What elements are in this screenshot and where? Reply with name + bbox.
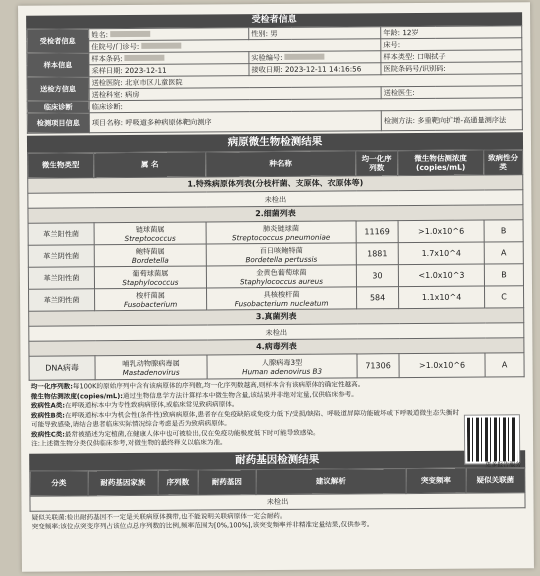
redacted-name — [110, 31, 150, 37]
sender-unit-field: 送检医院: 北京市区儿童医院 — [89, 74, 522, 89]
table-row: 革兰阳性菌 葡萄球菌属 Staphylococcus 金黄色葡萄球菌 Staphylococcus aureus 30 <1.0x10^3 B — [28, 264, 523, 289]
note-4: 致病性B类:在呼吸道标本中为机会性(条件性)致病病原体,患者存在免疫缺陷或免疫力低下/受损/缺陷、呼吸道屏障功能破坏或下呼吸道微生态失衡时可能导致感染,请结合患者临床实际情况综合考虑是否为致病病原体。 — [30, 408, 460, 429]
section-special-empty: 未检出 — [28, 190, 523, 208]
bed-field: 床号: — [381, 38, 522, 51]
hospital-id-field: 医院条码号/识别码: — [381, 62, 522, 75]
redacted-admission — [142, 43, 182, 49]
patient-info-table — [26, 25, 523, 133]
section-fungi-empty: 未检出 — [29, 323, 524, 341]
col-species: 种名称 — [206, 151, 356, 177]
qr-label: 更多报告服务 — [485, 461, 522, 469]
resistance-empty: 未检出 — [30, 493, 525, 511]
clinical-diag-field: 临床诊断: — [89, 98, 522, 113]
note-2: 微生物估测浓度(copies/mL):通过生物信息学方法计算样本中微生物含量,该结果并非绝对定量,仅供临床参考。 — [30, 389, 358, 401]
col-class: 致病性分类 — [484, 150, 523, 175]
patient-label: 受检者信息 — [27, 29, 89, 53]
report-page — [18, 2, 534, 572]
admission-field: 住院号/门诊号: — [89, 39, 381, 53]
sender-label: 送检方信息 — [27, 77, 89, 101]
table-row: 革兰阳性菌 链球菌属 Streptococcus 肺炎链球菌 Streptococcus pneumoniae 11169 >1.0x10^6 B — [28, 220, 523, 245]
name-field: 姓名: — [89, 28, 249, 41]
col-genus: 属 名 — [94, 152, 206, 178]
redacted-sample-no — [125, 55, 165, 61]
project-name-field: 项目名称: 呼吸道多种病原体靶向测序 — [89, 111, 381, 133]
resistance-header-row: 分类 耐药基因家族 序列数 耐药基因 建议解析 突变频率 疑似关联菌 — [30, 468, 525, 496]
footer-note-2: 突变频率:该位点突变序列占该位点总序列数的比例,频率范围为[0%,100%],该突变频率并非精准定量结果,仅供参考。 — [31, 520, 374, 532]
project-method-field: 检测方法: 多重靶向扩增-高通量测序法 — [381, 110, 522, 131]
collect-time-field: 采样日期: 2023-12-11 — [89, 64, 249, 77]
section-bacteria-title: 2.细菌列表 — [28, 205, 523, 223]
lab-no-field: 实验编号: — [249, 51, 381, 64]
resistance-table — [29, 467, 525, 511]
table-row: DNA病毒 哺乳动物腺病毒属 Mastadenovirus 人腺病毒3型 Human adenovirus B3 71306 >1.0x10^6 A — [29, 353, 524, 380]
table-row: 革兰阴性菌 梭杆菌属 Fusobacterium 具核梭杆菌 Fusobacterium nucleatum 584 1.1x10^4 C — [29, 286, 524, 311]
section-virus-title: 4.病毒列表 — [29, 338, 524, 356]
note-6: 注:上述微生物分类仅供临床参考,对微生物的最终释义以临床为准。 — [31, 438, 227, 448]
redacted-lab-no — [285, 54, 325, 60]
footer-notes — [30, 508, 526, 535]
section-special-title: 1.特殊病原体列表(分枝杆菌、支原体、衣原体等) — [28, 175, 523, 193]
sex-field: 性别: 男 — [249, 27, 381, 40]
col-type: 微生物类型 — [28, 153, 94, 178]
col-reads: 均一化序列数 — [356, 151, 398, 176]
sample-no-field: 样本条码: — [89, 52, 249, 65]
clinical-label: 临床诊断 — [27, 101, 89, 113]
results-header-row — [28, 150, 523, 178]
footer-note-1: 疑似关联菌:检出耐药基因不一定是关联病原体携带,也不能说明关联病原体一定会耐药。 — [31, 511, 287, 522]
receive-time-field: 接收日期: 2023-12-11 14:16:56 — [249, 63, 381, 76]
results-title: 病原微生物检测结果 — [27, 132, 523, 152]
table-row: 革兰阴性菌 鲍特菌属 Bordetella 百日咳鲍特菌 Bordetella pertussis 1881 1.7x10^4 A — [28, 242, 523, 267]
resistance-title: 耐药基因检测结果 — [29, 450, 525, 470]
project-label: 检测项目信息 — [27, 113, 89, 133]
sender-doctor-field: 送检医生: — [381, 86, 522, 99]
age-field: 年龄: 12岁 — [381, 26, 522, 39]
sample-type-field: 样本类型: 口咽拭子 — [381, 50, 522, 63]
note-1: 均一化序列数:每100K的原始序列中含有该病原体的序列数,均一化序列数越高,则样本含有该病原体的确定性越高。 — [30, 380, 365, 391]
col-conc: 微生物估测浓度(copies/mL) — [398, 150, 484, 176]
note-5: 致病性C类:最常被描述为定植菌,在健康人体中也可被检出,仅在免疫功能极度低下时可能导致感染。 — [30, 428, 320, 439]
note-3: 致病性A类:在呼吸道标本中为专性致病病原体,或临床常见致病病原体。 — [30, 400, 239, 410]
patient-info-title: 受检者信息 — [26, 12, 522, 28]
sender-dept-field: 送检科室: 病房 — [89, 87, 381, 101]
qr-code-icon[interactable] — [465, 415, 519, 463]
section-fungi-title: 3.真菌列表 — [29, 308, 524, 326]
results-table — [27, 149, 525, 380]
sample-label: 样本信息 — [27, 53, 89, 77]
